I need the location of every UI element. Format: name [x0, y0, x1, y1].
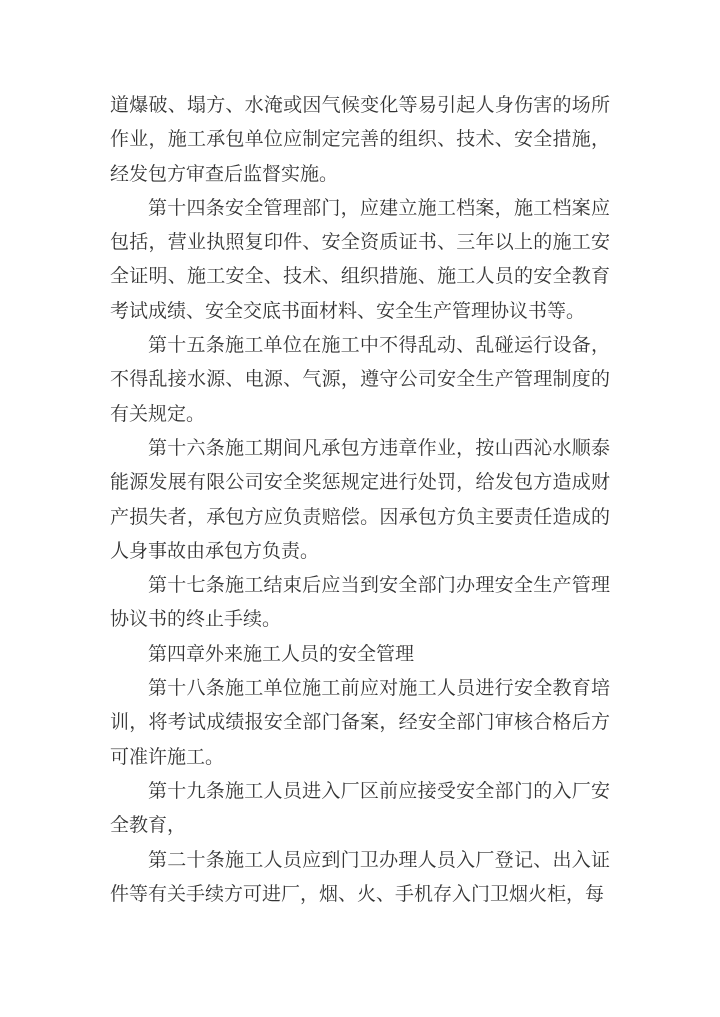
chapter-heading: 第四章外来施工人员的安全管理 [148, 642, 415, 665]
paragraph-article-14: 第十四条安全管理部门，应建立施工档案，施工档案应包括，营业执照复印件、安全资质证书、三年以上的施工安全证明、施工安全、技术、组织措施、施工人员的安全教育考试成绩、安全交底书面材料、安全生产管理协议书等。 [110, 196, 610, 322]
paragraph-article-20: 第二十条施工人员应到门卫办理人员入厂登记、出入证件等有关手续方可进厂，烟、火、手机存入门卫烟火柜，每 [110, 848, 610, 905]
paragraph-article-17: 第十七条施工结束后应当到安全部门办理安全生产管理协议书的终止手续。 [110, 574, 610, 631]
paragraph-continuation: 道爆破、塌方、水淹或因气候变化等易引起人身伤害的场所作业，施工承包单位应制定完善的组织、技术、安全措施，经发包方审查后监督实施。 [110, 94, 610, 185]
paragraph-article-16: 第十六条施工期间凡承包方违章作业，按山西沁水顺泰能源发展有限公司安全奖惩规定进行处罚，给发包方造成财产损失者，承包方应负责赔偿。因承包方负主要责任造成的人身事故由承包方负责。 [110, 436, 610, 562]
paragraph-article-19: 第十九条施工人员进入厂区前应接受安全部门的入厂安全教育， [110, 779, 610, 837]
document-body [110, 88, 610, 911]
paragraph-article-18: 第十八条施工单位施工前应对施工人员进行安全教育培训，将考试成绩报安全部门备案，经安全部门审核合格后方可准许施工。 [110, 677, 610, 768]
paragraph-article-15: 第十五条施工单位在施工中不得乱动、乱碰运行设备，不得乱接水源、电源、气源，遵守公司安全生产管理制度的有关规定。 [110, 334, 610, 425]
